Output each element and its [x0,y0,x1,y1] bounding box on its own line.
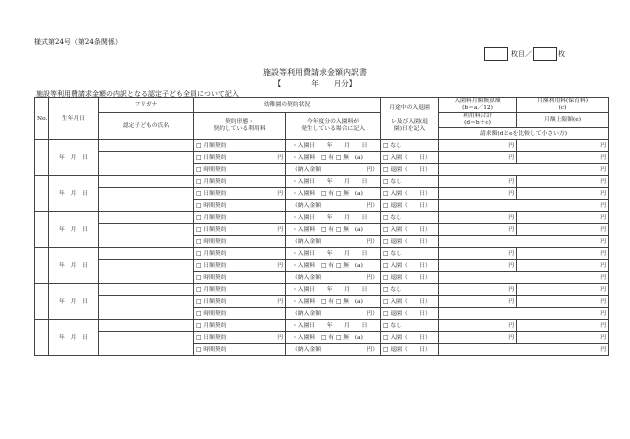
birth-date-field[interactable]: 年 月 日 [49,176,99,212]
usage-total-amount[interactable]: 円 [439,260,517,272]
claim-amount[interactable]: 円 [439,308,609,320]
claim-amount[interactable]: 円 [439,272,609,284]
page-total-label: 枚 [558,50,565,58]
status-enter-option[interactable]: □ 入園（ 日） [381,296,439,308]
page-sheet-label: 枚目／ [511,50,532,58]
claim-amount[interactable]: 円 [439,200,609,212]
table-caption: 施設等利用費請求金額の内訳となる認定子ども全員について記入 [36,90,239,98]
furigana-field[interactable] [99,320,194,332]
contract-daily-option[interactable]: □ 日額契約 円 [194,188,286,200]
admission-fee-field[interactable]: ・入園料 □ 有 □ 無 (a) [286,224,381,236]
usage-total-amount[interactable]: 円 [439,332,517,344]
furigana-field[interactable] [99,248,194,260]
table-row [35,140,609,152]
usage-total-amount[interactable]: 円 [439,296,517,308]
paid-amount-field[interactable]: （納入金額 円） [286,200,381,212]
admission-date-field[interactable]: ・入園日 年 月 日 [286,248,381,260]
document-title: 施設等利用費請求金額内訳書 [263,68,367,77]
contract-hourly-option[interactable]: □ 時間契約 [194,200,286,212]
page-sheet-input[interactable] [484,47,508,61]
claim-breakdown-table [34,97,609,356]
contract-monthly-option[interactable]: □ 月額契約 [194,320,286,332]
contract-daily-option[interactable]: □ 日額契約 円 [194,332,286,344]
contract-hourly-option[interactable]: □ 時間契約 [194,308,286,320]
status-leave-option[interactable]: □ 退園（ 日） [381,308,439,320]
contract-monthly-option[interactable]: □ 月額契約 [194,212,286,224]
table-row [35,320,609,332]
monthly-fee-amount[interactable]: 円 [517,140,609,152]
admission-fee-field[interactable]: ・入園料 □ 有 □ 無 (a) [286,260,381,272]
admission-fee-field[interactable]: ・入園料 □ 有 □ 無 (a) [286,332,381,344]
furigana-field[interactable] [99,212,194,224]
paid-amount-field[interactable]: （納入金額 円） [286,236,381,248]
header-birth-date: 生年月日 [49,98,99,140]
status-leave-option[interactable]: □ 退園（ 日） [381,344,439,356]
child-name-field[interactable] [99,296,194,320]
birth-date-field[interactable]: 年 月 日 [49,320,99,356]
furigana-field[interactable] [99,176,194,188]
header-monthly-fee: 月額利用料(保育料) (c) [517,98,609,113]
monthly-admission-amount[interactable]: 円 [439,320,517,332]
row-no [35,140,49,176]
contract-hourly-option[interactable]: □ 時間契約 [194,164,286,176]
row-no [35,212,49,248]
contract-daily-option[interactable]: □ 日額契約 円 [194,152,286,164]
usage-total-amount[interactable]: 円 [439,188,517,200]
contract-monthly-option[interactable]: □ 月額契約 [194,140,286,152]
table-row [35,260,609,272]
table-row [35,332,609,344]
monthly-admission-amount[interactable]: 円 [439,140,517,152]
monthly-fee-amount[interactable]: 円 [517,212,609,224]
child-name-field[interactable] [99,188,194,212]
claim-amount[interactable]: 円 [439,344,609,356]
furigana-field[interactable] [99,140,194,152]
table-row [35,152,609,164]
admission-date-field[interactable]: ・入園日 年 月 日 [286,284,381,296]
status-leave-option[interactable]: □ 退園（ 日） [381,272,439,284]
monthly-cap-amount[interactable]: 円 [517,188,609,200]
header-admission-fee: 今年度分の入園料が 発生している場合に記入 [286,113,381,140]
header-usage-total: 利用料合計 (d＝b＋c) [439,113,517,128]
paid-amount-field[interactable]: （納入金額 円） [286,272,381,284]
admission-fee-field[interactable]: ・入園料 □ 有 □ 無 (a) [286,188,381,200]
page-total-input[interactable] [533,47,557,61]
monthly-cap-amount[interactable]: 円 [517,296,609,308]
table-row [35,176,609,188]
monthly-fee-amount[interactable]: 円 [517,176,609,188]
child-name-field[interactable] [99,224,194,248]
status-none-option[interactable]: □ なし [381,320,439,332]
header-furigana: フリガナ [99,98,194,113]
status-none-option[interactable]: □ なし [381,140,439,152]
header-contract-status: 幼稚園の契約状況 [194,98,381,113]
birth-date-field[interactable]: 年 月 日 [49,284,99,320]
monthly-admission-amount[interactable]: 円 [439,176,517,188]
birth-date-field[interactable]: 年 月 日 [49,212,99,248]
child-name-field[interactable] [99,332,194,356]
status-leave-option[interactable]: □ 退園（ 日） [381,164,439,176]
status-none-option[interactable]: □ なし [381,176,439,188]
contract-monthly-option[interactable]: □ 月額契約 [194,248,286,260]
table-row [35,248,609,260]
paid-amount-field[interactable]: （納入金額 円） [286,164,381,176]
child-name-field[interactable] [99,260,194,284]
status-leave-option[interactable]: □ 退園（ 日） [381,200,439,212]
billing-month: 【 年 月分】 [273,79,357,88]
row-no [35,176,49,212]
contract-hourly-option[interactable]: □ 時間契約 [194,272,286,284]
status-none-option[interactable]: □ なし [381,248,439,260]
admission-fee-field[interactable]: ・入園料 □ 有 □ 無 (a) [286,152,381,164]
monthly-cap-amount[interactable]: 円 [517,332,609,344]
status-enter-option[interactable]: □ 入園（ 日） [381,224,439,236]
paid-amount-field[interactable]: （納入金額 円） [286,344,381,356]
admission-fee-field[interactable]: ・入園料 □ 有 □ 無 (a) [286,296,381,308]
usage-total-amount[interactable]: 円 [439,224,517,236]
contract-daily-option[interactable]: □ 日額契約 円 [194,296,286,308]
admission-date-field[interactable]: ・入園日 年 月 日 [286,140,381,152]
table-row [35,284,609,296]
status-enter-option[interactable]: □ 入園（ 日） [381,152,439,164]
monthly-admission-amount[interactable]: 円 [439,212,517,224]
paid-amount-field[interactable]: （納入金額 円） [286,308,381,320]
monthly-fee-amount[interactable]: 円 [517,320,609,332]
status-enter-option[interactable]: □ 入園（ 日） [381,188,439,200]
header-no: No. [35,98,49,140]
table-row [35,188,609,200]
contract-daily-option[interactable]: □ 日額契約 円 [194,260,286,272]
admission-date-field[interactable]: ・入園日 年 月 日 [286,212,381,224]
table-row [35,296,609,308]
claim-amount[interactable]: 円 [439,164,609,176]
status-none-option[interactable]: □ なし [381,212,439,224]
furigana-field[interactable] [99,284,194,296]
admission-date-field[interactable]: ・入園日 年 月 日 [286,176,381,188]
header-contract-form: 契約形態・ 契約している利用料 [194,113,286,140]
claim-amount[interactable]: 円 [439,236,609,248]
usage-total-amount[interactable]: 円 [439,152,517,164]
status-none-option[interactable]: □ なし [381,284,439,296]
header-child-name: 認定子どもの氏名 [99,113,194,140]
birth-date-field[interactable]: 年 月 日 [49,140,99,176]
status-enter-option[interactable]: □ 入園（ 日） [381,260,439,272]
row-no [35,284,49,320]
birth-date-field[interactable]: 年 月 日 [49,248,99,284]
admission-date-field[interactable]: ・入園日 年 月 日 [286,320,381,332]
contract-hourly-option[interactable]: □ 時間契約 [194,236,286,248]
row-no [35,248,49,284]
monthly-cap-amount[interactable]: 円 [517,260,609,272]
table-row [35,212,609,224]
header-monthly-cap: 月額上限額(e) [517,113,609,128]
monthly-cap-amount[interactable]: 円 [517,224,609,236]
form-number: 様式第24号（第24条関係） [34,38,122,46]
header-claim-amount: 請求額(dとeを比較して小さい方) [439,128,609,140]
header-monthly-admission: 入園料月額換算額 (b＝a／12) [439,98,517,113]
monthly-fee-amount[interactable]: 円 [517,284,609,296]
row-no [35,320,49,356]
monthly-admission-amount[interactable]: 円 [439,284,517,296]
contract-monthly-option[interactable]: □ 月額契約 [194,176,286,188]
header-mid-month: 月途中の入退園 レ及び入園(退 園)日を記入 [381,98,439,140]
monthly-admission-amount[interactable]: 円 [439,248,517,260]
child-name-field[interactable] [99,152,194,176]
contract-daily-option[interactable]: □ 日額契約 円 [194,224,286,236]
status-enter-option[interactable]: □ 入園（ 日） [381,332,439,344]
table-row [35,224,609,236]
status-leave-option[interactable]: □ 退園（ 日） [381,236,439,248]
monthly-cap-amount[interactable]: 円 [517,152,609,164]
contract-hourly-option[interactable]: □ 時間契約 [194,344,286,356]
contract-monthly-option[interactable]: □ 月額契約 [194,284,286,296]
monthly-fee-amount[interactable]: 円 [517,248,609,260]
